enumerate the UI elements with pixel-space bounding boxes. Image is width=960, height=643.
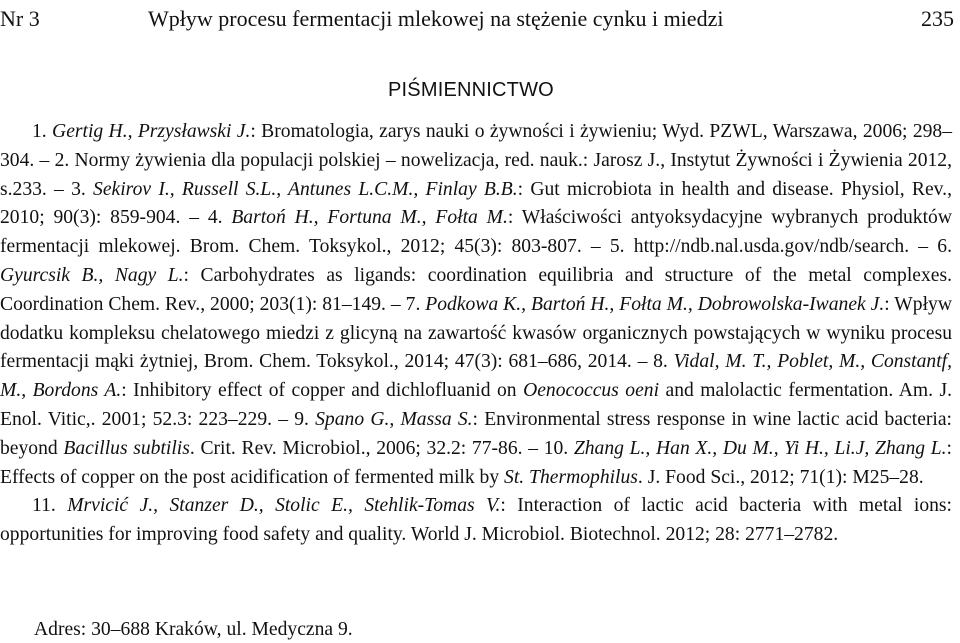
- ref-authors: Bartoń H., Fortuna M., Fołta M.: [231, 207, 508, 229]
- ref-authors: Sekirov I., Russell S.L., Antunes L.C.M., Finlay B.B.: [93, 178, 518, 200]
- ref-species: Bacillus subtilis: [63, 437, 190, 459]
- ref-text: : Właściwości antyoksydacyjne wybranych produktów fermentacji mlekowej. Brom. Chem. Toksykol., 2012; 45(3): 803-807. – 5. http://ndb.nal.usda.gov/ndb/search. – 6.: [0, 207, 952, 258]
- ref-text: : Bromatologia, zarys nauki o żywności i żywieniu; Wyd. PZWL, Warszawa, 2006; 298–304. – 2. Normy żywienia dla populacji polskiej – nowelizacja, red. nauk.: Jarosz J., Instytut Żywności i Żywienia 2012, s.233. – 3.: [0, 121, 953, 200]
- section-title: PIŚMIENNICTWO: [388, 79, 554, 101]
- ref-number: 11.: [32, 495, 68, 517]
- running-header: [0, 4, 960, 34]
- ref-text: and malolactic fermentation. Am. J. Enol. Vitic,. 2001; 52.3: 223–229. – 9.: [0, 380, 953, 430]
- ref-authors: Gyurcsik B., Nagy L.: [0, 264, 184, 286]
- reference-paragraph-11: [0, 492, 952, 550]
- ref-text: : Gut microbiota in health and disease. Physiol, Rev., 2010; 90(3): 859-904. – 4.: [0, 178, 952, 229]
- ref-authors: Mrvicić J., Stanzer D., Stolic E., Stehlik-Tomas V.: [67, 495, 501, 517]
- ref-text: : Wpływ dodatku kompleksu chelatowego miedzi z glicyną na zawartość kwasów organicznych powstających w wyniku procesu fermentacji mąki żytniej, Brom. Chem. Toksykol., 2014; 47(3): 681–686, 2014. – 8.: [0, 293, 952, 373]
- ref-authors: Zhang L., Han X., Du M., Yi H., Li.J, Zhang L.: [573, 437, 947, 459]
- ref-authors: Podkowa K., Bartoń H., Fołta M., Dobrowolska-Iwanek J.: [425, 293, 885, 315]
- author-address: Adres: 30–688 Kraków, ul. Medyczna 9.: [34, 619, 353, 640]
- ref-authors: Vidal, M. T., Poblet, M., Constantf, M., Bordons A.: [0, 351, 953, 402]
- reference-list: [0, 118, 952, 550]
- ref-text: : Inhibitory effect of copper and dichlofluanid on: [121, 380, 524, 402]
- running-title: Wpływ procesu fermentacji mlekowej na stężenie cynku i miedzi: [148, 6, 724, 31]
- ref-text: : Carbohydrates as ligands: coordination equilibria and structure of the metal complexes. Coordination Chem. Rev., 2000; 203(1): 81–149. – 7.: [0, 264, 952, 315]
- reference-paragraph-1: [0, 118, 952, 492]
- ref-authors: Gertig H., Przysławski J.: [52, 121, 251, 142]
- ref-species: St. Thermophilus: [504, 466, 638, 488]
- ref-authors: Spano G., Massa S.: [315, 408, 473, 430]
- ref-text: . J. Food Sci., 2012; 71(1): M25–28.: [637, 466, 924, 488]
- issue-number: Nr 3: [0, 6, 40, 31]
- ref-text: : Environmental stress response in wine lactic acid bacteria: beyond: [0, 408, 952, 459]
- ref-text: . Crit. Rev. Microbiol., 2006; 32.2: 77-86. – 10.: [189, 437, 574, 459]
- ref-species: Oenococcus oeni: [523, 380, 660, 402]
- ref-text: : Effects of copper on the post acidification of fermented milk by: [0, 437, 952, 488]
- ref-number: 1.: [32, 121, 53, 142]
- page-number: 235: [921, 6, 954, 31]
- ref-text: : Interaction of lactic acid bacteria with metal ions: opportunities for improving food safety and quality. World J. Microbiol. Biotechnol. 2012; 28: 2771–2782.: [0, 495, 952, 546]
